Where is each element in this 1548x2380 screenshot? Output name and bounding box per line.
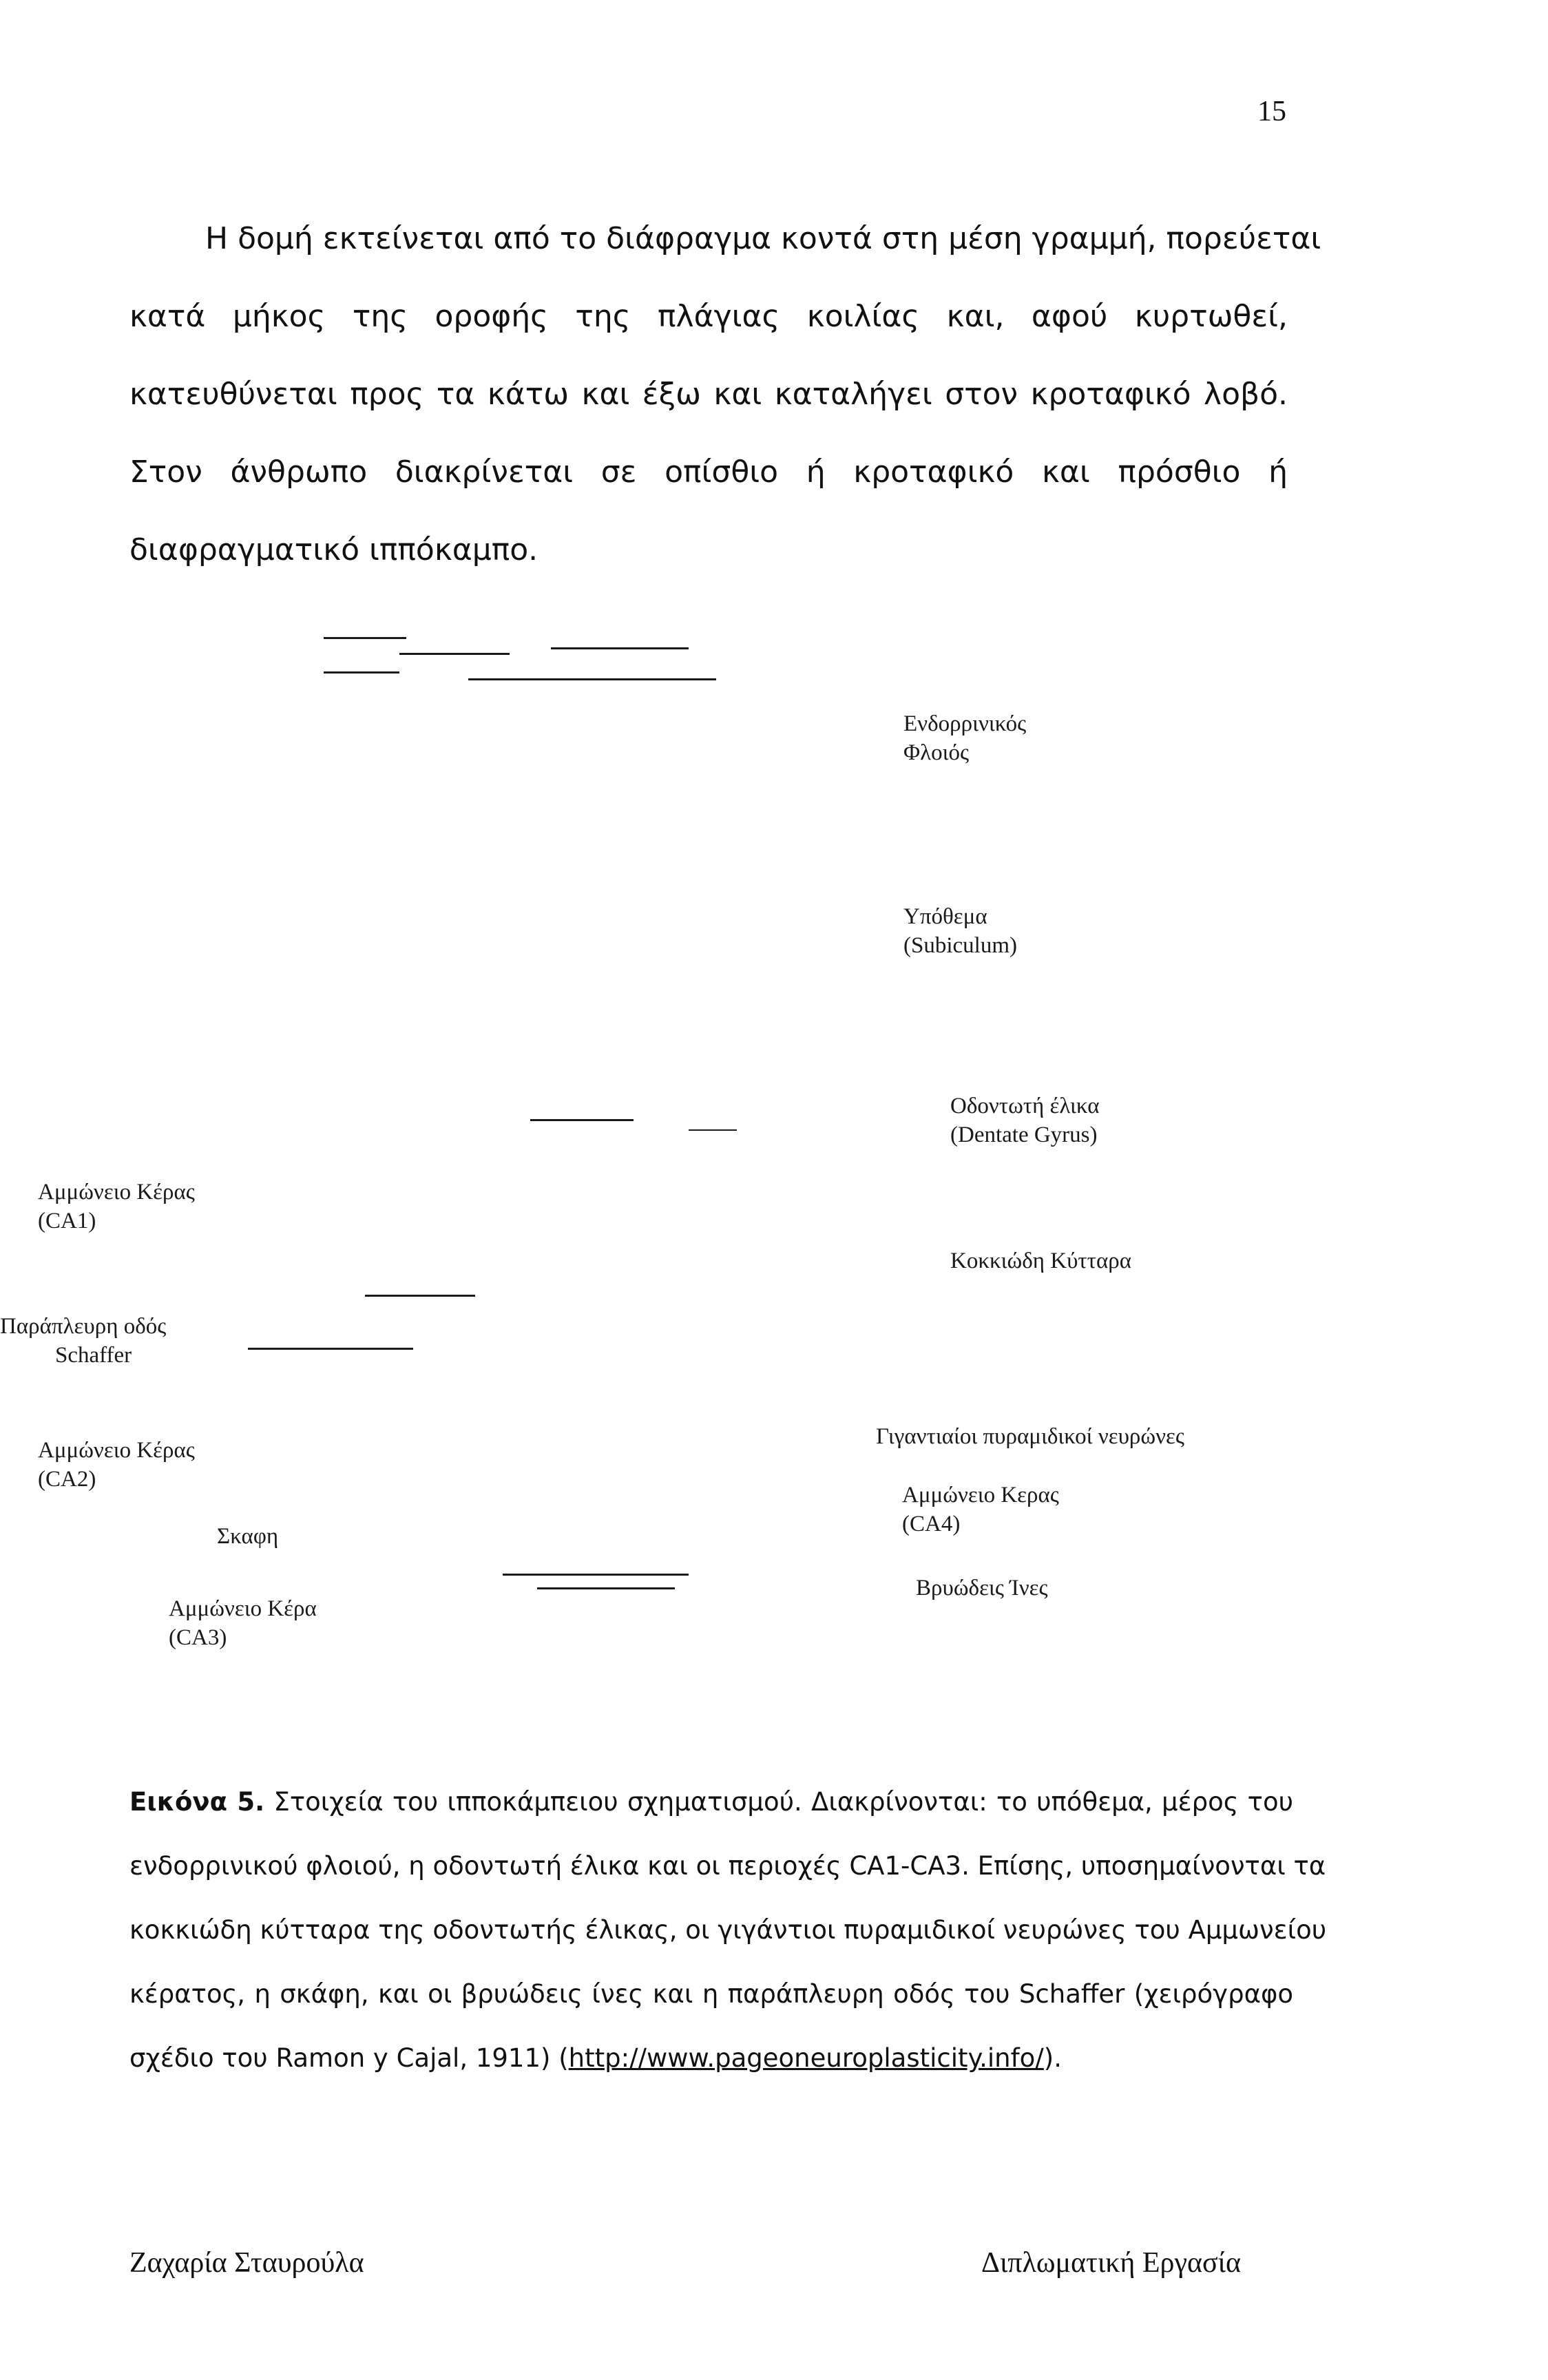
body-paragraph bbox=[129, 200, 1321, 589]
label-subiculum: Υπόθεμα (Subiculum) bbox=[903, 904, 1017, 958]
figure-leader-line bbox=[503, 1574, 689, 1576]
figure-leader-line bbox=[324, 637, 406, 639]
figure-leader-line bbox=[468, 678, 716, 680]
label-dentate-gyrus: Οδοντωτή έλικα (Dentate Gyrus) bbox=[950, 1094, 1100, 1147]
page-number: 15 bbox=[1257, 96, 1286, 127]
label-ca4: Αμμώνειο Κερας (CA4) bbox=[902, 1483, 1059, 1536]
figure-leader-line bbox=[248, 1348, 413, 1350]
paragraph-line: Στον άνθρωπο διακρίνεται σε οπίσθιο ή κροταφικό και πρόσθιο ή bbox=[129, 455, 1288, 490]
source-link[interactable]: http://www.pageoneuroplasticity.info/ bbox=[568, 2043, 1044, 2073]
label-pyramidal-neurons: Γιγαντιαίοι πυραμιδικοί νευρώνες bbox=[876, 1424, 1184, 1449]
figure-leader-line bbox=[399, 653, 510, 655]
paragraph-line: κατά μήκος της οροφής της πλάγιας κοιλίας και, αφού κυρτωθεί, bbox=[129, 299, 1288, 334]
footer-author: Ζαχαρία Σταυρούλα bbox=[129, 2247, 364, 2279]
label-scaphe: Σκαφη bbox=[217, 1524, 279, 1549]
figure-leader-line bbox=[689, 1129, 737, 1131]
caption-line: ενδορρινικού φλοιού, η οδοντωτή έλικα και οι περιοχές CA1-CA3. Επίσης, υποσημαίνονται τα bbox=[129, 1851, 1326, 1881]
figure-caption bbox=[129, 1770, 1327, 2090]
caption-line: κέρατος, η σκάφη, και οι βρυώδεις ίνες και η παράπλευρη οδός του Schaffer (χειρόγραφο bbox=[129, 1979, 1293, 2009]
label-ca3: Αμμώνειο Κέρα (CA3) bbox=[169, 1596, 317, 1650]
paragraph-line: κατευθύνεται προς τα κάτω και έξω και καταλήγει στον κροταφικό λοβό. bbox=[129, 377, 1288, 412]
figure-leader-line bbox=[324, 671, 399, 674]
caption-line: Εικόνα 5. Στοιχεία του ιπποκάμπειου σχηματισμού. Διακρίνονται: το υπόθεμα, μέρος του bbox=[129, 1787, 1294, 1817]
label-ca1: Αμμώνειο Κέρας (CA1) bbox=[38, 1180, 195, 1233]
label-entorhinal-cortex: Ενδορρινικός Φλοιός bbox=[903, 711, 1027, 765]
caption-line: σχέδιο του Ramon y Cajal, 1911) (http://www.pageoneuroplasticity.info/). bbox=[129, 2043, 1062, 2073]
label-schaffer-collateral: Παράπλευρη οδός Schaffer bbox=[0, 1314, 167, 1368]
label-mossy-fibers: Βρυώδεις Ίνες bbox=[916, 1576, 1048, 1600]
caption-line: κοκκιώδη κύτταρα της οδοντωτής έλικας, οι γιγάντιοι πυραμιδικοί νευρώνες του Αμμωνείου bbox=[129, 1915, 1327, 1945]
paragraph-line: Η δομή εκτείνεται από το διάφραγμα κοντά στη μέση γραμμή, πορεύεται bbox=[205, 221, 1321, 256]
footer-doc-type: Διπλωματική Εργασία bbox=[981, 2247, 1241, 2279]
figure-leader-line bbox=[365, 1295, 475, 1297]
figure-leader-line bbox=[530, 1119, 634, 1121]
paragraph-line: διαφραγματικό ιππόκαμπο. bbox=[129, 532, 538, 567]
figure-leader-line bbox=[537, 1587, 675, 1589]
caption-label: Εικόνα 5. bbox=[129, 1787, 265, 1817]
figure-leader-line bbox=[551, 647, 689, 649]
label-granule-cells: Κοκκιώδη Κύτταρα bbox=[950, 1249, 1131, 1273]
label-ca2: Αμμώνειο Κέρας (CA2) bbox=[38, 1438, 195, 1492]
